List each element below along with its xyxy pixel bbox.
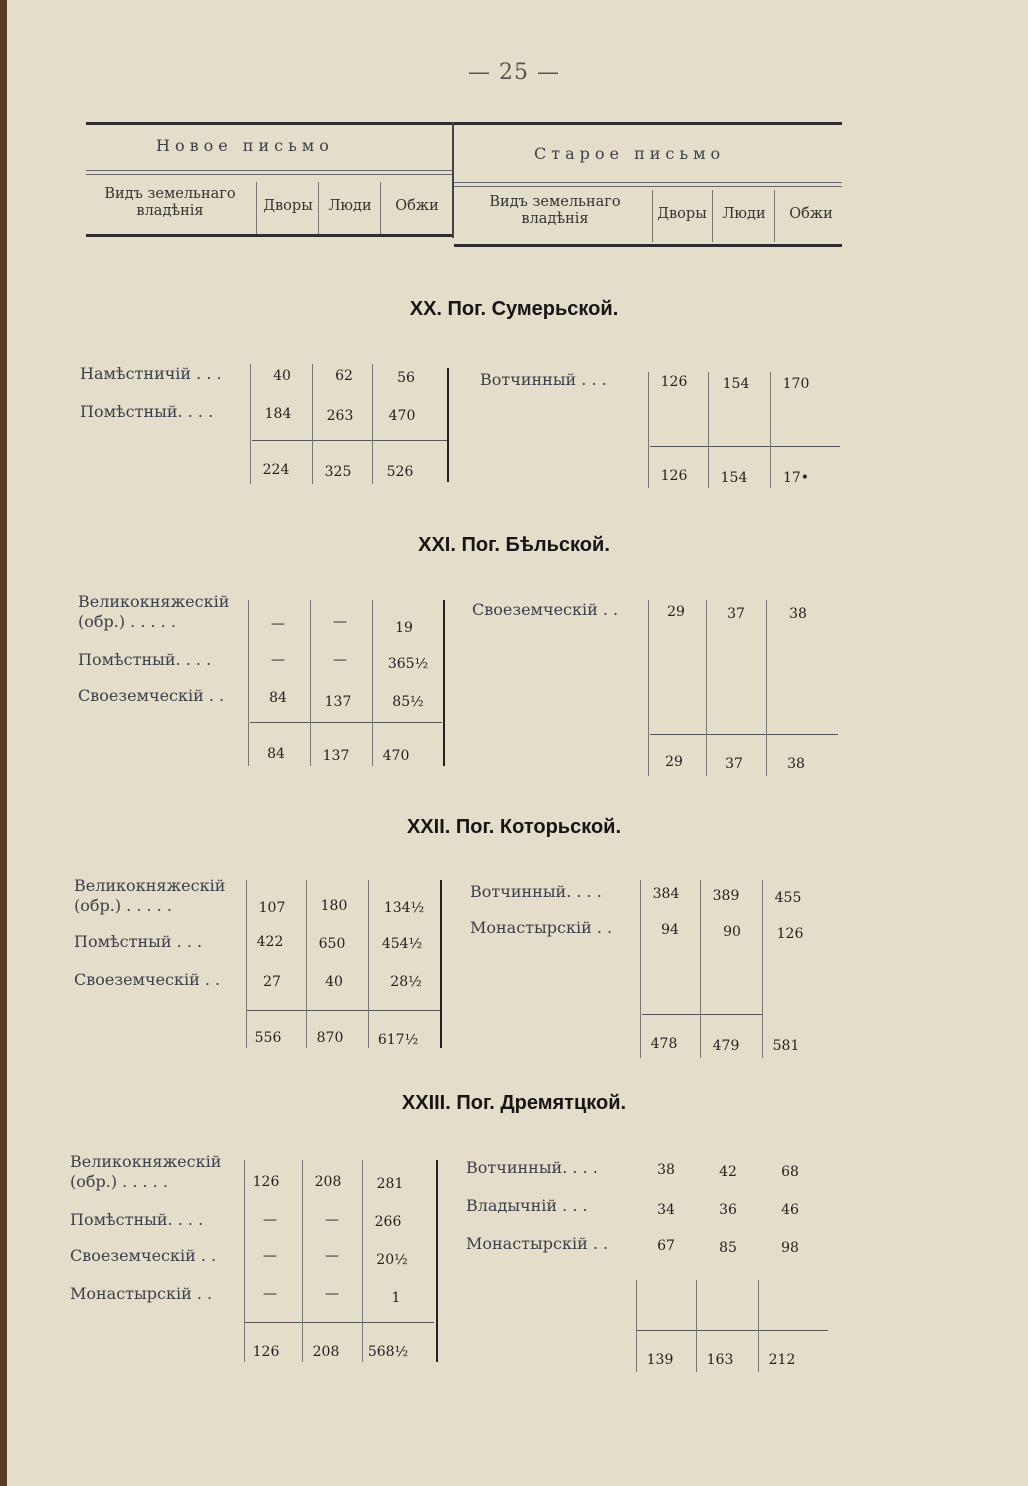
yards-value: — [263,1212,277,1228]
yards-total: 556 [254,1030,282,1046]
col-type-new: Видъ земельнаго владѣнія [104,186,236,219]
yards-value: 94 [661,922,679,938]
page-number: — 25 — [468,60,560,85]
people-value: — [333,652,347,668]
obzhi-value: 455 [774,890,802,906]
section-title-xxi: XXI. Пог. Бѣльской. [418,534,610,556]
people-value: 650 [318,936,346,952]
row-label: Монастырскій . . [470,918,613,937]
obzhi-value: 19 [395,620,413,636]
col-type-old: Видъ земельнаго владѣнія [489,194,621,227]
row-label: Помѣстный. . . . [70,1210,204,1229]
total-rule [252,440,448,441]
yards-value: 422 [256,934,284,950]
obzhi-value: 281 [376,1176,404,1192]
obzhi-total: 526 [386,464,414,480]
obzhi-value: 46 [781,1202,799,1218]
obzhi-value: 28½ [390,974,422,990]
people-total: 479 [712,1038,740,1054]
row-label: Монастырскій . . [70,1284,213,1303]
obzhi-total: 212 [768,1352,796,1368]
row-label-cont: (обр.) . . . . . [70,1172,168,1191]
section-divider [440,880,442,1048]
section-title-xx: XX. Пог. Сумерьской. [409,298,619,320]
people-total: 37 [725,756,743,772]
obzhi-total: 617½ [377,1032,419,1048]
yards-value: 29 [667,604,685,620]
yards-value: — [263,1286,277,1302]
yards-total: 139 [646,1352,674,1368]
row-label: Великокняжескій [70,1152,222,1171]
people-value: — [333,614,347,630]
people-value: 180 [320,898,348,914]
row-label: Своеземческій . . [74,970,221,989]
obzhi-total: 38 [787,756,805,772]
header-top-rule [86,122,842,125]
people-value: 85 [719,1240,737,1256]
section-divider [436,1160,438,1362]
yards-value: 40 [273,368,291,384]
new-letter-title: Новое письмо [156,136,334,155]
yards-value: — [271,652,285,668]
row-label-cont: (обр.) . . . . . [78,612,176,631]
people-value: 208 [314,1174,342,1190]
yards-value: 184 [264,406,292,422]
obzhi-value: 1 [391,1290,401,1306]
col-obzhi-new: Обжи [395,198,439,214]
old-letter-title: Старое письмо [534,144,726,163]
header-bottom-rule-left [86,234,452,237]
row-label: Вотчинный. . . . [470,882,602,901]
total-rule [244,1322,434,1323]
total-rule [650,446,840,447]
yards-value: 126 [660,374,688,390]
page-edge [0,0,7,1486]
row-label: Владычній . . . [466,1196,588,1215]
row-label: Вотчинный. . . . [466,1158,598,1177]
people-total: 325 [324,464,352,480]
yards-value: — [271,616,285,632]
row-label: Помѣстный. . . . [80,402,214,421]
section-title-xxiii: XXIII. Пог. Дремятцкой. [401,1092,627,1114]
row-label: Своеземческій . . [472,600,619,619]
row-label: Намѣстничій . . . [80,364,222,383]
yards-value: 384 [652,886,680,902]
row-label: Великокняжескій [78,592,230,611]
people-value: — [325,1286,339,1302]
people-value: 42 [719,1164,737,1180]
people-total: 137 [322,748,350,764]
people-value: 62 [335,368,353,384]
obzhi-value: 170 [782,376,810,392]
total-rule [650,734,838,735]
row-label: Помѣстный . . . [74,932,203,951]
yards-value: 107 [258,900,286,916]
section-title-xxii: XXII. Пог. Которьской. [406,816,622,838]
col-yards-new: Дворы [263,198,313,214]
col-obzhi-old: Обжи [789,206,833,222]
people-total: 870 [316,1030,344,1046]
header-mid-rule-right [454,182,842,183]
obzhi-value: 85½ [392,694,424,710]
obzhi-value: 126 [776,926,804,942]
yards-value: — [263,1248,277,1264]
obzhi-value: 98 [781,1240,799,1256]
obzhi-value: 20½ [376,1252,408,1268]
yards-value: 34 [657,1202,675,1218]
yards-total: 84 [267,746,285,762]
obzhi-value: 56 [397,370,415,386]
people-value: 263 [326,408,354,424]
section-divider [447,368,449,482]
row-label: Великокняжескій [74,876,226,895]
obzhi-total: 17• [782,470,810,486]
yards-total: 29 [665,754,683,770]
obzhi-value: 470 [388,408,416,424]
people-value: 389 [712,888,740,904]
people-value: 137 [324,694,352,710]
row-label: Своеземческій . . [70,1246,217,1265]
yards-total: 224 [262,462,290,478]
people-total: 154 [720,470,748,486]
people-value: 36 [719,1202,737,1218]
total-rule [636,1330,828,1331]
yards-total: 126 [252,1344,280,1360]
row-label: Помѣстный. . . . [78,650,212,669]
obzhi-value: 68 [781,1164,799,1180]
row-label: Монастырскій . . [466,1234,609,1253]
yards-value: 84 [269,690,287,706]
obzhi-value: 454½ [381,936,423,952]
header-bottom-rule-right [454,244,842,247]
col-people-old: Люди [722,206,766,222]
col-yards-old: Дворы [657,206,707,222]
people-value: 90 [723,924,741,940]
people-value: 40 [325,974,343,990]
obzhi-value: 38 [789,606,807,622]
obzhi-total: 581 [772,1038,800,1054]
people-total: 163 [706,1352,734,1368]
row-label: Вотчинный . . . [480,370,607,389]
obzhi-value: 365½ [387,656,429,672]
header-divider [452,122,454,238]
total-rule [250,722,442,723]
col-people-new: Люди [328,198,372,214]
people-value: 37 [727,606,745,622]
yards-value: 27 [263,974,281,990]
section-divider [443,600,445,766]
yards-total: 126 [660,468,688,484]
yards-value: 38 [657,1162,675,1178]
people-total: 208 [312,1344,340,1360]
yards-total: 478 [650,1036,678,1052]
people-value: 154 [722,376,750,392]
total-rule [642,1014,762,1015]
obzhi-value: 266 [374,1214,402,1230]
yards-value: 126 [252,1174,280,1190]
header-mid-rule-left [86,170,452,171]
row-label: Своеземческій . . [78,686,225,705]
yards-value: 67 [657,1238,675,1254]
people-value: — [325,1212,339,1228]
obzhi-value: 134½ [383,900,425,916]
total-rule [246,1010,440,1011]
obzhi-total: 470 [382,748,410,764]
column-header [86,122,842,250]
row-label-cont: (обр.) . . . . . [74,896,172,915]
people-value: — [325,1248,339,1264]
obzhi-total: 568½ [367,1344,409,1360]
